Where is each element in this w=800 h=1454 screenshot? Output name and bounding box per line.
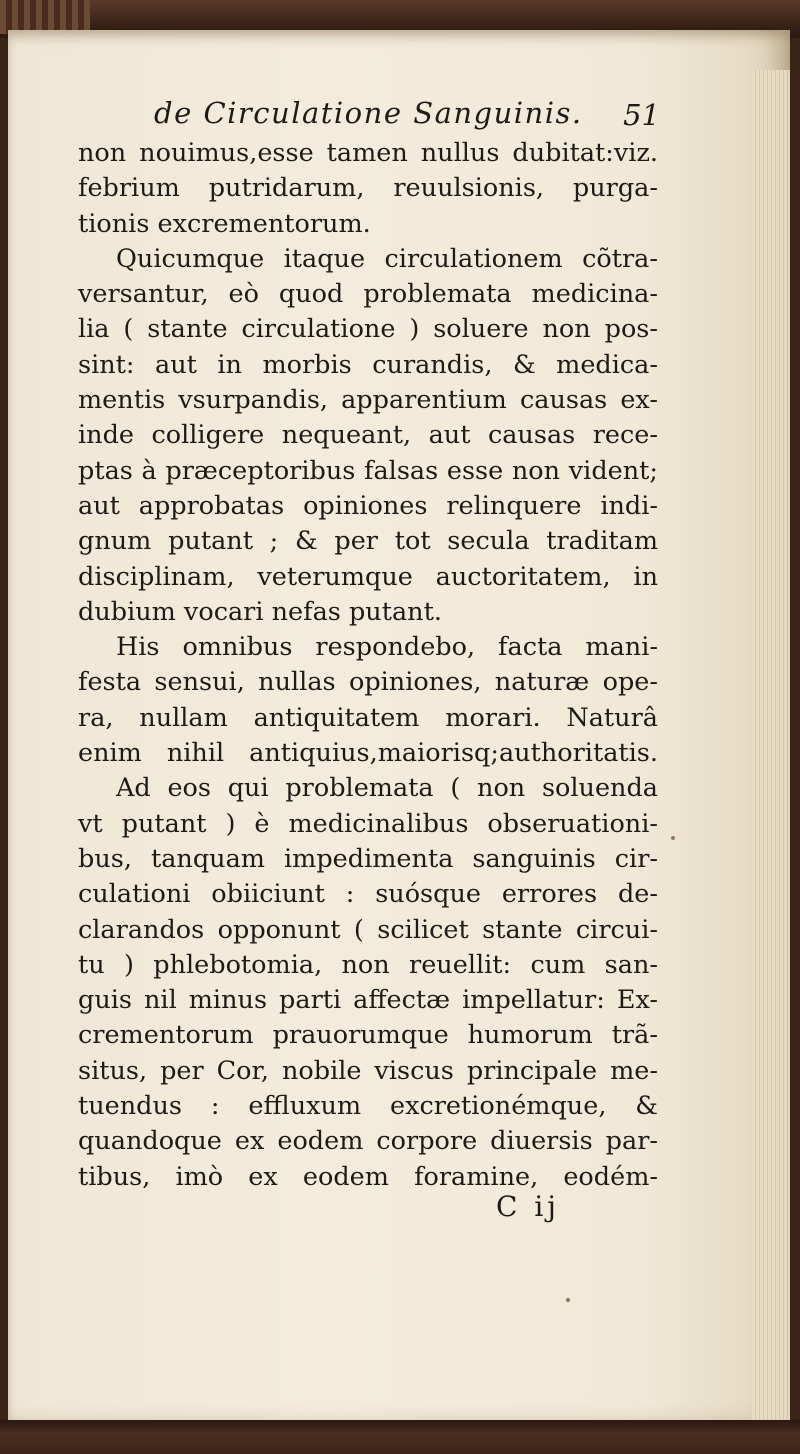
text-line: enim nihil antiquius,maiorisq;authoritatis. (78, 738, 658, 769)
book-binding-bottom (0, 1420, 800, 1454)
text-line: versantur, eò quod problemata medicina- (78, 279, 658, 310)
text-line: guis nil minus parti affectæ impellatur: Ex- (78, 985, 658, 1016)
text-line: mentis vsurpandis, apparentium causas ex- (78, 385, 658, 416)
text-line: crementorum prauorumque humorum trã- (78, 1020, 658, 1051)
text-line: His omnibus respondebo, facta mani- (116, 632, 658, 663)
text-line: lia ( stante circulatione ) soluere non pos- (78, 314, 658, 345)
text-line: febrium putridarum, reuulsionis, purga- (78, 173, 658, 204)
text-line: quandoque ex eodem corpore diuersis par- (78, 1126, 658, 1157)
text-line: vt putant ) è medicinalibus obseruationi- (78, 808, 658, 839)
text-line: inde colligere nequeant, aut causas rece- (78, 420, 658, 451)
headband (0, 0, 90, 34)
text-line: ra, nullam antiquitatem morari. Naturâ (78, 702, 658, 733)
text-line: disciplinam, veterumque auctoritatem, in (78, 561, 658, 592)
paper-fleck (566, 1298, 570, 1302)
text-line: aut approbatas opiniones relinquere indi- (78, 490, 658, 521)
text-line: non nouimus,esse tamen nullus dubitat:viz. (78, 138, 658, 168)
paper-fleck (671, 836, 675, 840)
text-line: situs, per Cor, nobile viscus principale me- (78, 1055, 658, 1086)
text-line: tionis excrementorum. (78, 208, 371, 239)
text-line: gnum putant ; & per tot secula traditam (78, 526, 658, 557)
page-number: 51 (623, 98, 660, 132)
signature-mark: C ij (496, 1190, 560, 1223)
text-line: ptas à præceptoribus falsas esse non vident; (78, 455, 658, 486)
text-line: tuendus : effluxum excretionémque, & (78, 1091, 658, 1122)
text-line: tibus, imò ex eodem foramine, eodém- (78, 1161, 658, 1192)
body-text (78, 136, 658, 1195)
running-title: de Circulatione Sanguinis. (154, 96, 583, 130)
page-fore-edge (752, 70, 790, 1450)
text-line: sint: aut in morbis curandis, & medica- (78, 349, 658, 380)
text-line: Quicumque itaque circulationem cõtra- (116, 243, 658, 274)
page-header (150, 96, 660, 136)
text-line: tu ) phlebotomia, non reuellit: cum san- (78, 949, 658, 980)
text-line: Ad eos qui problemata ( non soluenda (116, 773, 658, 804)
text-line: clarandos opponunt ( scilicet stante circui- (78, 914, 658, 945)
text-line: dubium vocari nefas putant. (78, 596, 442, 627)
text-line: culationi obiiciunt : suósque errores de- (78, 879, 658, 910)
text-line: festa sensui, nullas opiniones, naturæ ope- (78, 667, 658, 698)
text-line: bus, tanquam impedimenta sanguinis cir- (78, 843, 658, 874)
